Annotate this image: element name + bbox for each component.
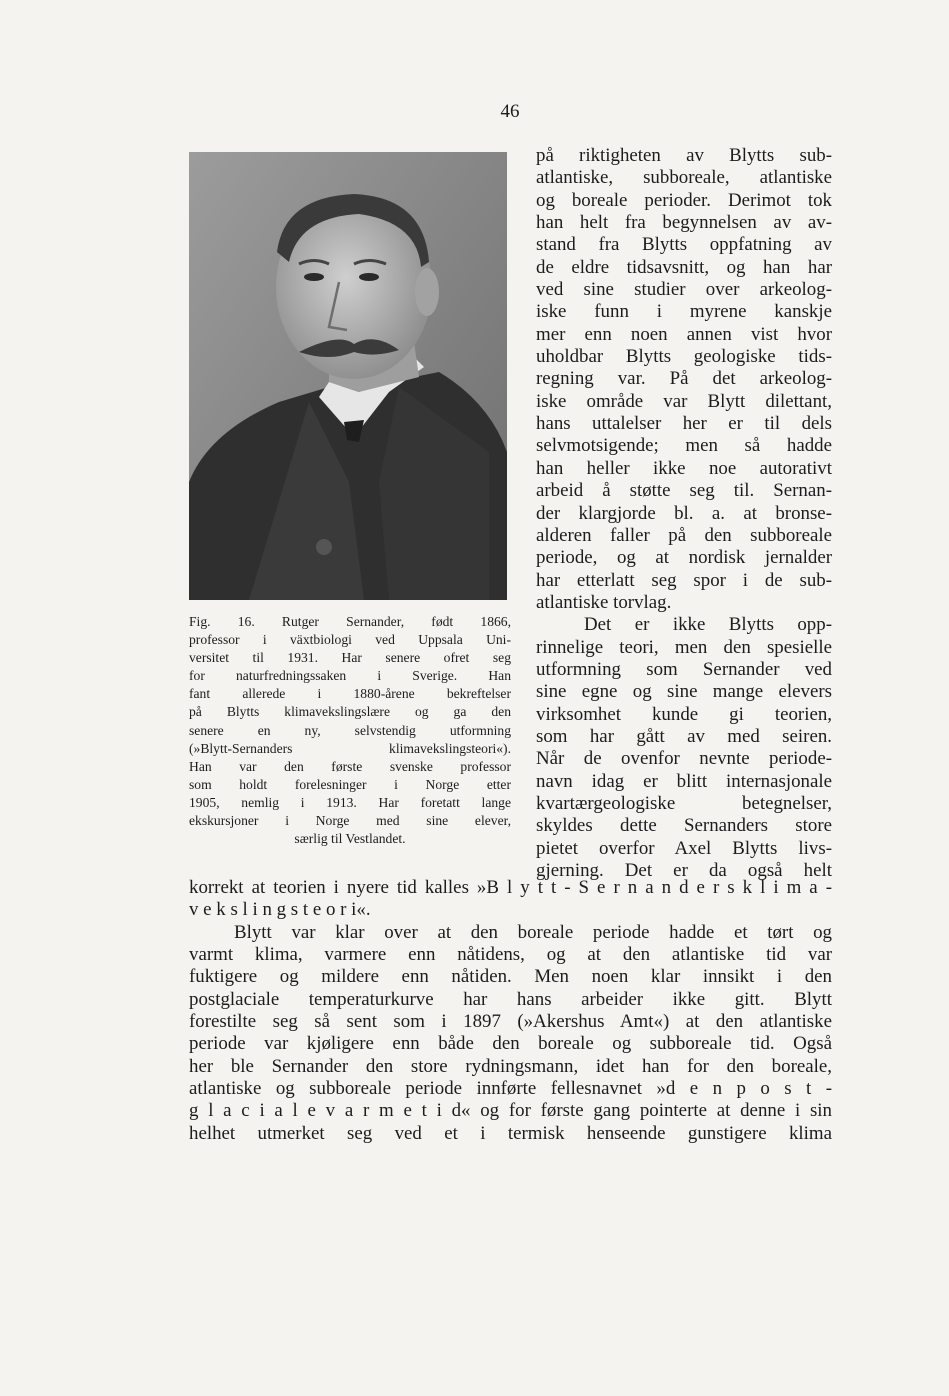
paragraph-3 (189, 922, 832, 1145)
text-line: helhet utmerket seg ved et i termisk henseende gunstigere klima (189, 1122, 832, 1144)
text-line: forestilte seg så sent som i 1897 (»Akershus Amt«) at den atlantiske (189, 1011, 832, 1033)
text-line: Blytt var klar over at den boreale periode hadde et tørt og (234, 921, 832, 943)
text-line: postglaciale temperaturkurve har hans arbeider ikke gitt. Blytt (189, 988, 832, 1010)
text-line: v e k s l i n g s t e o r i«. (189, 899, 371, 921)
text-line: han heller ikke noe autorativt (536, 457, 832, 479)
text-line: periode, og at nordisk jernalder (536, 547, 832, 569)
text-line: virksomhet kunde gi teorien, (536, 703, 832, 725)
text-line: atlantiske torvlag. (536, 591, 672, 613)
text-line: kvartærgeologiske betegnelser, (536, 792, 832, 814)
figure-caption (189, 613, 511, 848)
caption-line: fant allerede i 1880-årene bekreftelser (189, 686, 511, 702)
text-line: ved sine studier over arkeolog- (536, 279, 832, 301)
caption-line: ekskursjoner i Norge med sine elever, (189, 813, 511, 829)
text-line: pietet overfor Axel Blytts livs- (536, 837, 832, 859)
full-width-text (189, 877, 832, 1145)
caption-line: særlig til Vestlandet. (294, 831, 406, 847)
text-line: Det er ikke Blytts opp- (584, 614, 832, 636)
text-line: og boreale perioder. Derimot tok (536, 189, 832, 211)
text-line: de eldre tidsavsnitt, og han har (536, 256, 832, 278)
text-line: uholdbar Blytts geologiske tids- (536, 346, 832, 368)
text-line: selvmotsigende; men så hadde (536, 435, 832, 457)
text-line: varmt klima, varmere enn nåtidens, og at den atlantiske tid var (189, 944, 832, 966)
text-line: rinnelige teori, men den spesielle (536, 636, 832, 658)
page-number: 46 (500, 101, 520, 122)
caption-line: på Blytts klimavekslingslære og ga den (189, 704, 511, 720)
caption-line: versitet til 1931. Har senere ofret seg (189, 650, 511, 666)
text-line: han helt fra begynnelsen av av- (536, 212, 832, 234)
text-line: Når de ovenfor nevnte periode- (536, 748, 832, 770)
paragraph-2-start (536, 614, 832, 882)
text-line: gjerning. Det er da også helt (536, 860, 832, 881)
text-line: navn idag er blitt internasjonale (536, 770, 832, 792)
text-line: iske område var Blytt dilettant, (536, 390, 832, 412)
portrait-icon (189, 152, 507, 600)
text-line: periode var kjøligere enn både den boreale og subboreale tid. Også (189, 1033, 832, 1055)
text-line: mer enn noen annen vist hvor (536, 323, 832, 345)
text-line: regning var. På det arkeolog- (536, 368, 832, 390)
caption-line: Fig. 16. Rutger Sernander, født 1866, (189, 614, 511, 629)
text-line: alderen faller på den subboreale (536, 524, 832, 546)
text-line: fuktigere og mildere enn nåtiden. Men noen klar innsikt i den (189, 966, 832, 988)
text-line: atlantiske og subboreale periode innførte fellesnavnet »d e n p o s t - (189, 1078, 832, 1100)
text-line: skyldes dette Sernanders store (536, 815, 832, 837)
text-line: der klargjorde bl. a. at bronse- (536, 502, 832, 524)
text-line: hans uttalelser her er til dels (536, 413, 832, 435)
caption-line: professor i växtbiologi ved Uppsala Uni- (189, 632, 511, 648)
caption-line: (»Blytt-Sernanders klimavekslingsteori«). (189, 740, 511, 756)
text-line: utformning som Sernander ved (536, 658, 832, 680)
text-line: stand fra Blytts oppfatning av (536, 234, 832, 256)
text-line: her ble Sernander den store rydningsmann, idet han for den boreale, (189, 1055, 832, 1077)
paragraph-2-end (189, 877, 832, 922)
text-line: arbeid å støtte seg til. Sernan- (536, 480, 832, 502)
text-line: iske funn i myrene kanskje (536, 301, 832, 323)
caption-line: 1905, nemlig i 1913. Har foretatt lange (189, 794, 511, 810)
text-line: korrekt at teorien i nyere tid kalles »B l y t t - S e r n a n d e r s k l i m a - (189, 877, 832, 898)
text-line: som har gått av med seiren. (536, 725, 832, 747)
caption-line: Han var den første svenske professor (189, 758, 511, 774)
text-line: på riktigheten av Blytts sub- (536, 145, 832, 166)
paragraph-1 (536, 145, 832, 614)
right-column (536, 145, 832, 882)
text-line: g l a c i a l e v a r m e t i d« og for første gang pointerte at denne i sin (189, 1100, 832, 1122)
caption-line: for naturfredningssaken i Sverige. Han (189, 668, 511, 684)
portrait-photo (189, 152, 507, 600)
caption-line: senere en ny, selvstendig utformning (189, 722, 511, 738)
text-line: atlantiske, subboreale, atlantiske (536, 167, 832, 189)
text-line: sine egne og sine mange elevers (536, 681, 832, 703)
caption-line: som holdt forelesninger i Norge etter (189, 776, 511, 792)
text-line: har etterlatt seg spor i de sub- (536, 569, 832, 591)
